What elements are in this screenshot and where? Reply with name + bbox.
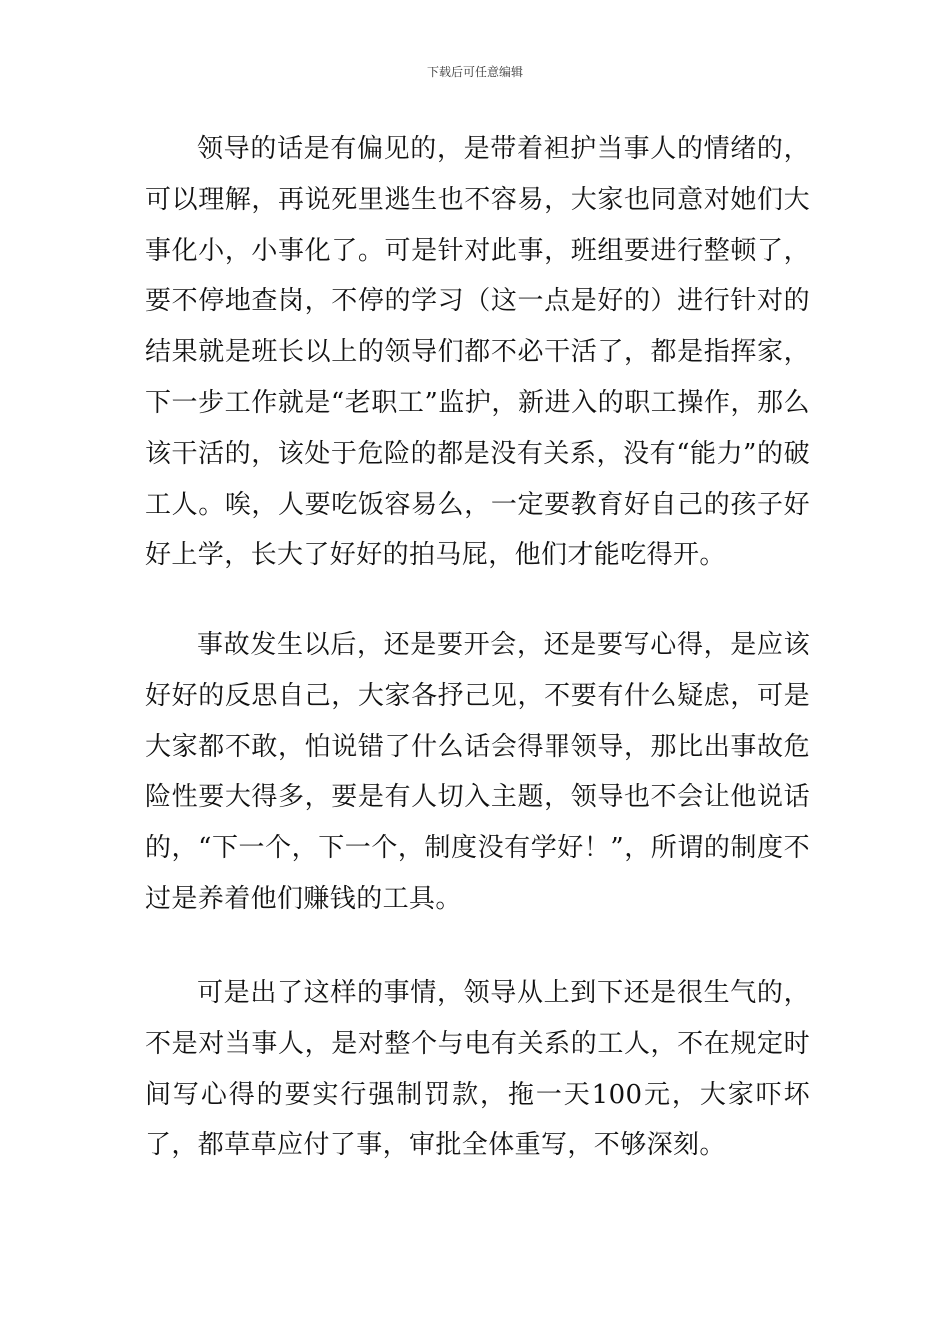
paragraph-2: 事故发生以后，还是要开会，还是要写心得，是应该好好的反思自己，大家各抒己见，不要有什么疑虑，可是大家都不敢，怕说错了什么话会得罪领导，那比出事故危险性要大得多，要是有人切入主题，领导也不会让他说话的，“下一个，下一个，制度没有学好！”，所谓的制度不过是养着他们赚钱的工具。 — [145, 630, 810, 914]
header-note: 下载后可任意编辑 — [426, 65, 523, 79]
paragraph-3: 可是出了这样的事情，领导从上到下还是很生气的，不是对当事人，是对整个与电有关系的工人，不在规定时间写心得的要实行强制罚款，拖一天100元，大家吓坏了，都草草应付了事，审批全体重写，不够深刻。 — [145, 978, 810, 1161]
paragraph-1: 领导的话是有偏见的，是带着袒护当事人的情绪的，可以理解，再说死里逃生也不容易，大家也同意对她们大事化小，小事化了。可是针对此事，班组要进行整顿了，要不停地查岗，不停的学习（这一点是好的）进行针对的结果就是班长以上的领导们都不必干活了，都是指挥家，下一步工作就是“老职工”监护，新进入的职工操作，那么该干活的，该处于危险的都是没有关系，没有“能力”的破工人。唉，人要吃饭容易么，一定要教育好自己的孩子好好上学，长大了好好的拍马屁，他们才能吃得开。 — [145, 134, 810, 571]
